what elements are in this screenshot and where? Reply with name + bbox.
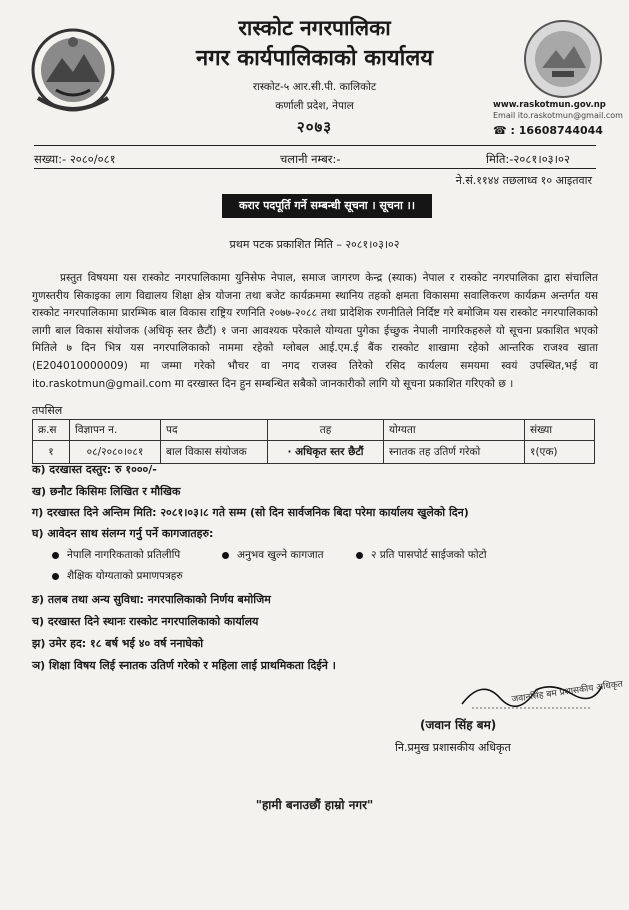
bullet-icon bbox=[52, 552, 59, 559]
table-header: संख्या bbox=[525, 420, 595, 441]
table-row bbox=[33, 441, 595, 464]
stamp-text: जवानसिंह बम प्रशासकीय अधिकृत bbox=[511, 679, 624, 705]
established-year: २०७३ bbox=[296, 118, 333, 136]
details-label: तपसिल bbox=[32, 404, 63, 417]
nepal-samvat-date: ने.सं.११४४ तछलाध्व १० आइतवार bbox=[455, 174, 592, 187]
website-text: www.raskotmun.gov.np bbox=[493, 100, 606, 110]
bullet-icon bbox=[52, 573, 59, 580]
table-cell: १ bbox=[33, 441, 70, 464]
document-item bbox=[222, 548, 324, 562]
document-label: २ प्रति पासपोर्ट साईजको फोटो bbox=[371, 549, 487, 561]
application-fee: क) दरखास्त दस्तुर: रु १०००/- bbox=[32, 463, 157, 476]
municipality-motto: "हामी बनाउछौं हाम्रो नगर" bbox=[255, 798, 374, 812]
table-cell: बाल विकास संयोजक bbox=[161, 441, 268, 464]
age-limit: झ) उमेर हद: १८ बर्ष भई ४० वर्ष ननाघेको bbox=[32, 637, 204, 650]
signature-stamp bbox=[452, 668, 624, 720]
table-header-row bbox=[33, 420, 595, 441]
header-divider bbox=[34, 145, 596, 146]
table-header: पद bbox=[161, 420, 268, 441]
office-address: रास्कोट-५ आर.सी.पी. कालिकोट bbox=[252, 81, 377, 93]
fiscal-year-ref: सख्या:- २०८०/०८१ bbox=[34, 152, 116, 166]
document-label: नेपालि नागरिकताको प्रतिलीपि bbox=[67, 549, 181, 561]
vacancy-table bbox=[32, 419, 595, 464]
first-published-date: प्रथम पटक प्रकाशित मिति – २०८१।०३।०२ bbox=[229, 238, 400, 251]
notice-body: प्रस्तुत विषयमा यस रास्कोट नगरपालिकामा युनिसेफ नेपाल, समाज जागरण केन्द्र (स्याक) नेपाल र रास्कोट नगरपालिका द्वारा संचालित गुणस्तरीय सिकाइका लाग विद्यालय शिक्षा क्षेत्र योजना तथा बजेट कार्यक्रममा स्थानिय तहको क्षमता विकासमा सवालिकरण कार्यक्रम अन्तर्गत यस रास्कोट नगरपालिकामा प्रारम्भिक बाल विकास राष्ट्रिय रणनिति २०७७-२०८८ तथा प्रादेशिक रणनीतिले निर्दिष्ट गरे बमोजिम यस रास्कोट नगरपालिकाको लागी बाल विकास संयोजक (अधिकृ स्तर छैटौं) १ जना आवश्यक परेकाले योग्यता पुगेका ईच्छुक नेपाली नागरिकहरुले यो सूचना प्रकाशित भएको मितिले ७ दिन भित्र यस नगरपालिकाको नाममा रहेको ग्लोबल आई.एम.ई बैंक रास्कोट शाखामा रहेको आन्तरिक राजश्व खाता (E204010000009) मा जम्मा गरेको भौचर वा नगद राजस्व तिरेको रसिद कार्यलय समयमा स्वयं उपस्थित,भई वा ito.raskotmun@gmail.com मा दरखास्त दिन हुन सम्बन्धित सबैको जानकारीको लागि यो सूचना प्रकाशित गरिएको छ । bbox=[32, 272, 598, 390]
signatory-title: नि.प्रमुख प्रशासकीय अधिकृत bbox=[395, 741, 511, 754]
document-item bbox=[52, 569, 183, 583]
signatory-name: (जवान सिंह बम) bbox=[420, 718, 497, 732]
dispatch-number: चलानी नम्बर:- bbox=[280, 152, 341, 166]
phone-number: : 16608744044 bbox=[510, 124, 603, 137]
priority-note: ञ) शिक्षा विषय लिई स्नातक उतिर्ण गरेको र महिला लाई प्राथमिकता दिईने । bbox=[32, 659, 336, 672]
phone-row bbox=[493, 124, 603, 137]
table-header: योग्यता bbox=[384, 420, 525, 441]
table-header: विज्ञापन न. bbox=[70, 420, 161, 441]
application-deadline: ग) दरखास्त दिने अन्तिम मिति: २०८१।०३।८ गते सम्म (सो दिन सार्वजनिक बिदा परेमा कार्यालय खुलेको दिन) bbox=[32, 506, 469, 519]
office-name: नगर कार्यपालिकाको कार्यालय bbox=[196, 46, 433, 71]
meta-divider bbox=[34, 168, 596, 169]
notice-title-banner: करार पदपूर्ति गर्ने सम्बन्धी सूचना । सूचना ।। bbox=[222, 194, 432, 218]
document-label: अनुभव खुल्ने कागजात bbox=[237, 549, 324, 561]
table-cell: ०८/२०८०।०८१ bbox=[70, 441, 161, 464]
selection-type: ख) छनौट किसिमः लिखित र मौखिक bbox=[32, 485, 181, 498]
salary-benefits: ङ) तलब तथा अन्य सुविधा: नगरपालिकाको निर्णय बमोजिम bbox=[32, 593, 271, 606]
bullet-icon bbox=[222, 552, 229, 559]
phone-icon: ☎ bbox=[493, 124, 511, 137]
table-cell: स्नातक तह उतिर्ण गरेको bbox=[384, 441, 525, 464]
table-header: तह bbox=[268, 420, 384, 441]
office-province: कर्णाली प्रदेश, नेपाल bbox=[275, 100, 354, 112]
table-cell: १(एक) bbox=[525, 441, 595, 464]
table-header: क्र.स bbox=[33, 420, 70, 441]
documents-title: घ) आवेदन साथ संलग्न गर्नु पर्ने कागजातहरु: bbox=[32, 527, 214, 540]
email-text: Email ito.raskotmun@gmail.com bbox=[493, 111, 623, 120]
document-label: शैक्षिक योग्यताको प्रमाणपत्रहरु bbox=[67, 570, 183, 582]
document-item bbox=[52, 548, 180, 562]
table-cell: · अधिकृत स्तर छैटौं bbox=[268, 441, 384, 464]
application-place: च) दरखास्त दिने स्थानः रास्कोट नगरपालिकाको कार्यालय bbox=[32, 615, 259, 628]
document-item bbox=[356, 548, 487, 562]
notice-date: मिति:-२०८१।०३।०२ bbox=[486, 152, 570, 166]
municipality-name: रास्कोट नगरपालिका bbox=[238, 16, 391, 40]
bullet-icon bbox=[356, 552, 363, 559]
